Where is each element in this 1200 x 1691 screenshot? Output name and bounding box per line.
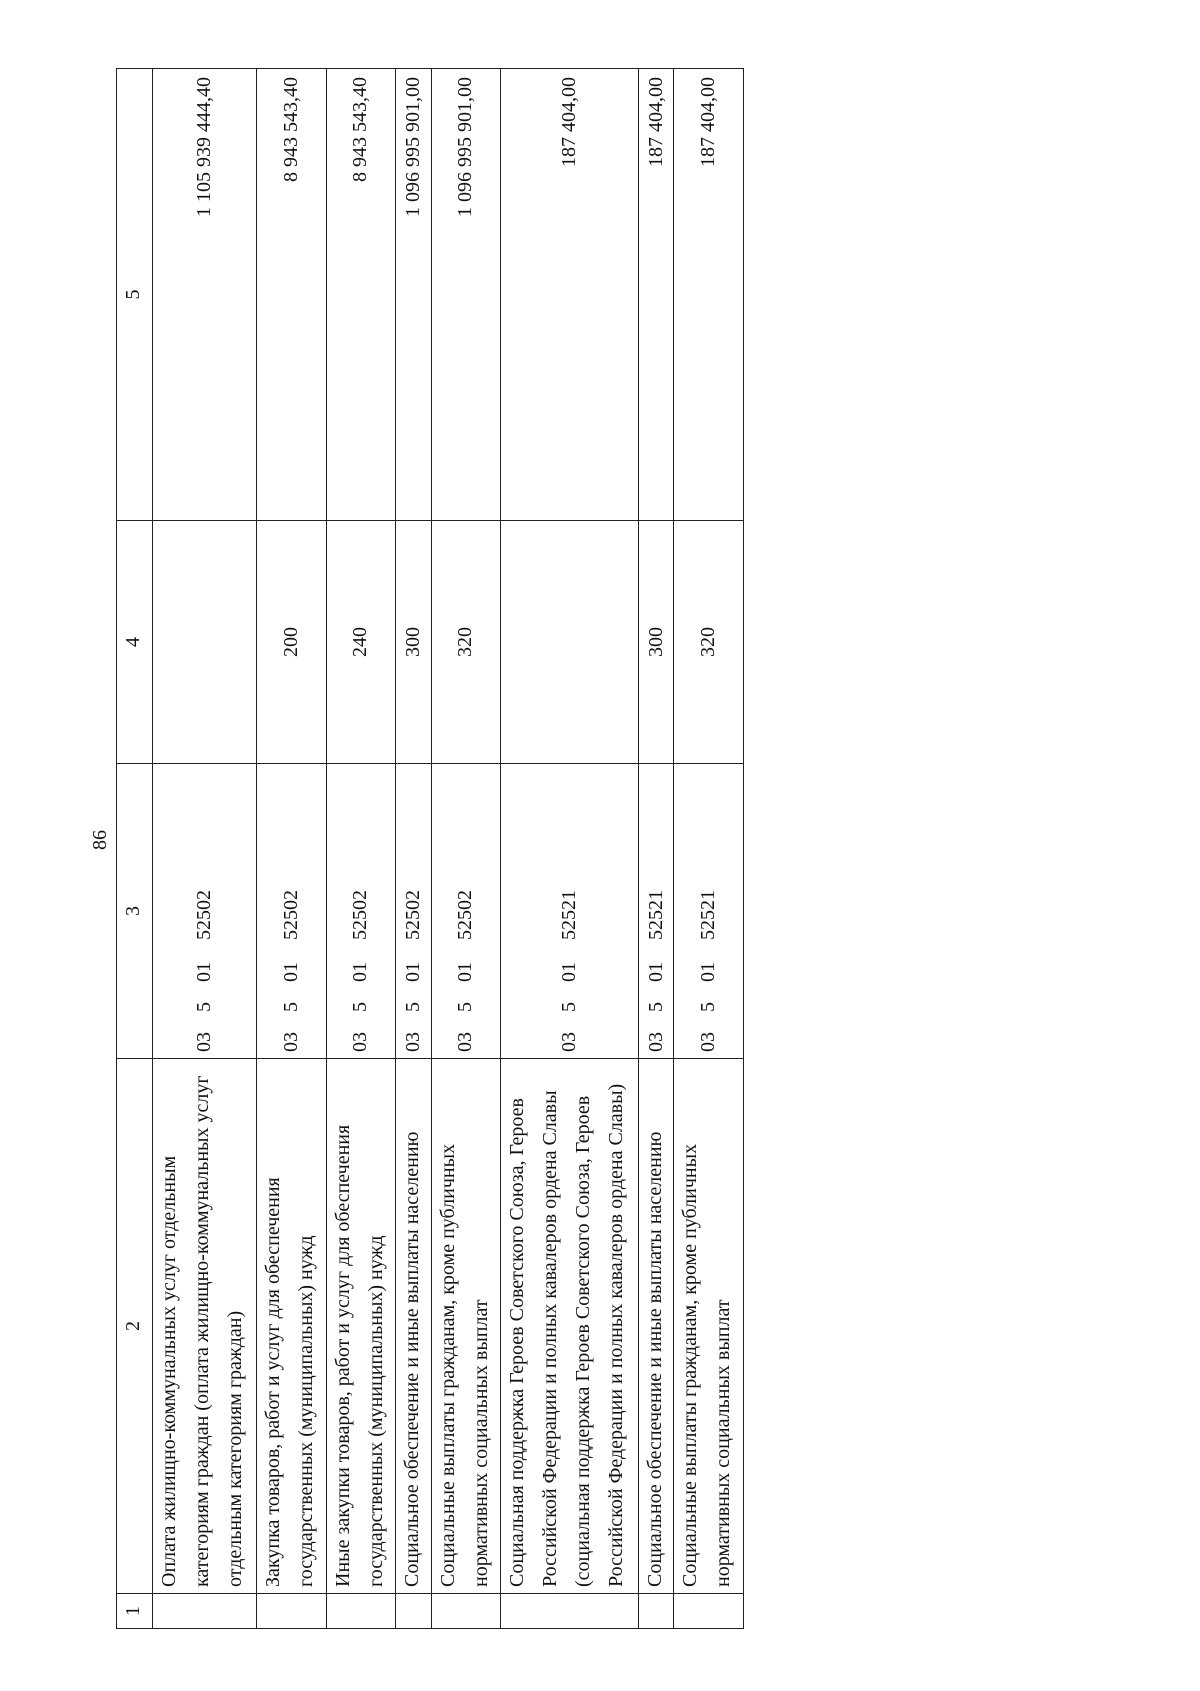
row-amount-cell: 1 105 939 444,40 bbox=[153, 69, 257, 521]
row-name-cell: Социальная поддержка Героев Советского Союза, Героев Российской Федерации и полных кавалеров ордена Славы (социальная поддержка Героев Советского Союза, Героев Российской Федерации и полных кавалеров ордена Славы) bbox=[501, 1059, 639, 1594]
code-part: 52502 bbox=[279, 890, 302, 940]
column-header: 2 bbox=[117, 1059, 153, 1594]
row-type-cell: 320 bbox=[431, 521, 501, 764]
code-part: 01 bbox=[279, 962, 302, 982]
code-part: 5 bbox=[697, 1002, 720, 1012]
row-amount-cell: 1 096 995 901,00 bbox=[431, 69, 501, 521]
code-part: 03 bbox=[401, 1032, 424, 1052]
code-part: 03 bbox=[349, 1032, 372, 1052]
row-amount-cell: 8 943 543,40 bbox=[326, 69, 396, 521]
column-header: 1 bbox=[117, 1594, 153, 1629]
code-part: 52521 bbox=[697, 890, 720, 940]
table-row bbox=[431, 69, 501, 1629]
code-part: 01 bbox=[558, 962, 581, 982]
row-amount-cell: 187 404,00 bbox=[674, 69, 744, 521]
row-amount-cell: 1 096 995 901,00 bbox=[396, 69, 431, 521]
column-header: 3 bbox=[117, 764, 153, 1059]
code-part: 01 bbox=[644, 962, 667, 982]
row-type-cell: 240 bbox=[326, 521, 396, 764]
row-name-cell: Социальные выплаты гражданам, кроме публичных нормативных социальных выплат bbox=[674, 1059, 744, 1594]
column-header: 4 bbox=[117, 521, 153, 764]
row-name-cell: Социальные выплаты гражданам, кроме публичных нормативных социальных выплат bbox=[431, 1059, 501, 1594]
table-row bbox=[501, 69, 639, 1629]
row-code-cell bbox=[257, 764, 327, 1059]
row-index-cell bbox=[501, 1594, 639, 1629]
row-index-cell bbox=[431, 1594, 501, 1629]
row-name-cell: Оплата жилищно-коммунальных услуг отдельным категориям граждан (оплата жилищно-коммунальных услуг отдельным категориям граждан) bbox=[153, 1059, 257, 1594]
row-index-cell bbox=[674, 1594, 744, 1629]
code-part: 52502 bbox=[401, 890, 424, 940]
code-part: 03 bbox=[279, 1032, 302, 1052]
row-type-cell bbox=[153, 521, 257, 764]
table-row bbox=[674, 69, 744, 1629]
code-part: 5 bbox=[558, 1002, 581, 1012]
code-part: 5 bbox=[279, 1002, 302, 1012]
code-part: 52521 bbox=[558, 890, 581, 940]
table-row bbox=[257, 69, 327, 1629]
row-name-cell: Закупка товаров, работ и услуг для обеспечения государственных (муниципальных) нужд bbox=[257, 1059, 327, 1594]
code-part: 52521 bbox=[644, 890, 667, 940]
row-code-cell bbox=[501, 764, 639, 1059]
column-header: 5 bbox=[117, 69, 153, 521]
code-part: 52502 bbox=[193, 890, 216, 940]
row-index-cell bbox=[396, 1594, 431, 1629]
row-code-cell bbox=[396, 764, 431, 1059]
row-code-cell bbox=[639, 764, 674, 1059]
row-type-cell bbox=[501, 521, 639, 764]
table-row bbox=[396, 69, 431, 1629]
row-index-cell bbox=[639, 1594, 674, 1629]
code-part: 03 bbox=[558, 1032, 581, 1052]
row-code-cell bbox=[326, 764, 396, 1059]
code-part: 03 bbox=[697, 1032, 720, 1052]
row-index-cell bbox=[326, 1594, 396, 1629]
row-amount-cell: 187 404,00 bbox=[501, 69, 639, 521]
table-row bbox=[639, 69, 674, 1629]
row-code-cell bbox=[431, 764, 501, 1059]
code-part: 01 bbox=[193, 962, 216, 982]
code-part: 01 bbox=[401, 962, 424, 982]
code-part: 03 bbox=[193, 1032, 216, 1052]
row-name-cell: Социальное обеспечение и иные выплаты населению bbox=[396, 1059, 431, 1594]
row-amount-cell: 187 404,00 bbox=[639, 69, 674, 521]
code-part: 01 bbox=[349, 962, 372, 982]
row-type-cell: 300 bbox=[396, 521, 431, 764]
row-type-cell: 300 bbox=[639, 521, 674, 764]
code-part: 03 bbox=[454, 1032, 477, 1052]
code-part: 5 bbox=[401, 1002, 424, 1012]
row-code-cell bbox=[153, 764, 257, 1059]
code-part: 52502 bbox=[349, 890, 372, 940]
table-row bbox=[326, 69, 396, 1629]
row-amount-cell: 8 943 543,40 bbox=[257, 69, 327, 521]
code-part: 01 bbox=[454, 962, 477, 982]
row-type-cell: 200 bbox=[257, 521, 327, 764]
code-part: 5 bbox=[644, 1002, 667, 1012]
table-header-row bbox=[117, 69, 153, 1629]
row-index-cell bbox=[257, 1594, 327, 1629]
page-number: 86 bbox=[89, 830, 111, 850]
code-part: 01 bbox=[697, 962, 720, 982]
code-part: 03 bbox=[644, 1032, 667, 1052]
code-part: 52502 bbox=[454, 890, 477, 940]
code-part: 5 bbox=[454, 1002, 477, 1012]
row-name-cell: Иные закупки товаров, работ и услуг для обеспечения государственных (муниципальных) нужд bbox=[326, 1059, 396, 1594]
row-type-cell: 320 bbox=[674, 521, 744, 764]
row-code-cell bbox=[674, 764, 744, 1059]
table-row bbox=[153, 69, 257, 1629]
code-part: 5 bbox=[193, 1002, 216, 1012]
budget-table-rotated bbox=[116, 69, 744, 1629]
row-index-cell bbox=[153, 1594, 257, 1629]
budget-table bbox=[116, 68, 744, 1629]
code-part: 5 bbox=[349, 1002, 372, 1012]
row-name-cell: Социальное обеспечение и иные выплаты населению bbox=[639, 1059, 674, 1594]
